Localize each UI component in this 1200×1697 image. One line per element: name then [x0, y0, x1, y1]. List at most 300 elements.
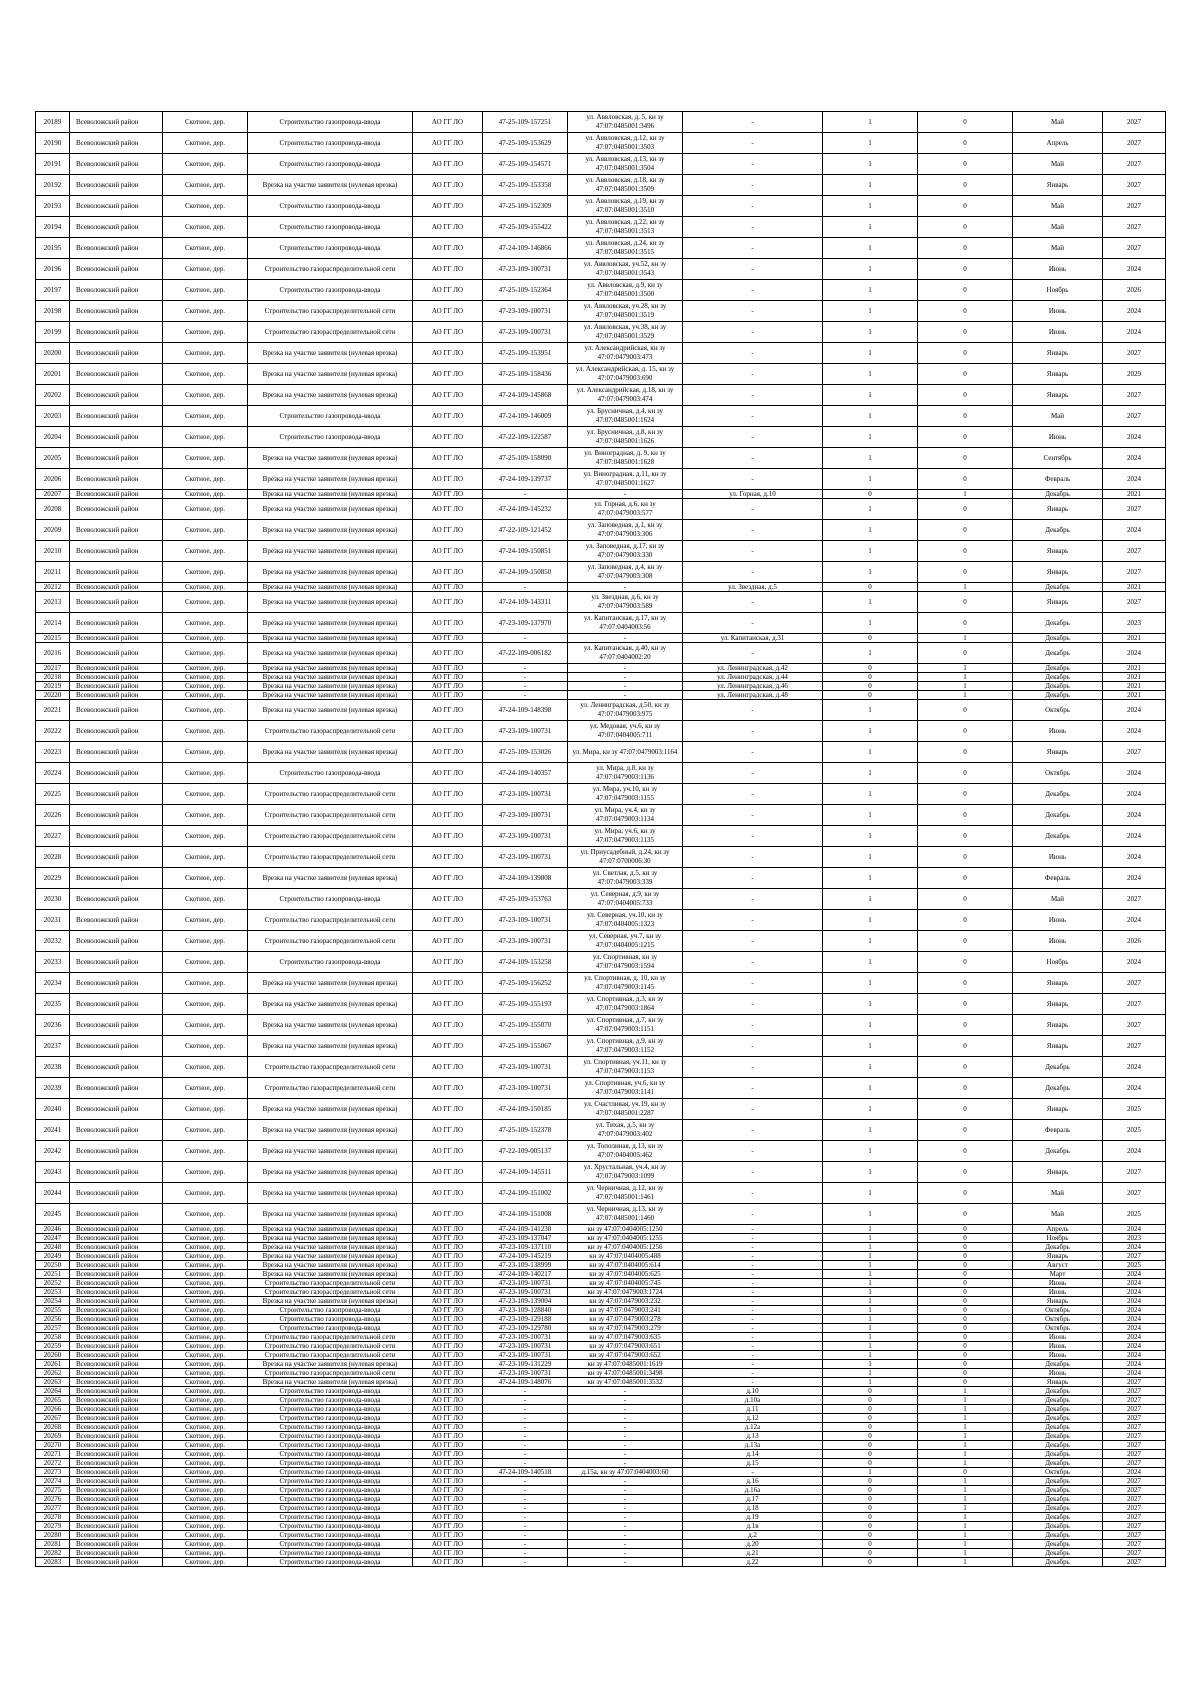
table-row: [36, 520, 1166, 541]
work-type-cell: Врезка на участке заявителя (нулевая врезка): [248, 364, 413, 385]
settlement-cell: Скотное, дер.: [163, 1333, 248, 1342]
count-b-cell: 0: [918, 826, 1013, 847]
month-cell: Январь: [1013, 562, 1103, 583]
count-a-cell: 0: [823, 1549, 918, 1558]
cadastral-address-cell: -: [568, 1531, 683, 1540]
work-type-cell: Врезка на участке заявителя (нулевая врезка): [248, 613, 413, 634]
district-cell: Всеволожский район: [70, 826, 163, 847]
row-number-cell: 20218: [36, 673, 70, 682]
cadastral-address-cell: ул. Александрийская, д. 15, кн зу 47:07:0479003:690: [568, 364, 683, 385]
row-number-cell: 20237: [36, 1036, 70, 1057]
count-a-cell: 1: [823, 994, 918, 1015]
row-number-cell: 20226: [36, 805, 70, 826]
count-b-cell: 0: [918, 1378, 1013, 1387]
cadastral-address-cell: ул. Мира, уч.4, кн зу 47:07:0479003:1134: [568, 805, 683, 826]
organization-cell: АО ГГ ЛО: [413, 1414, 483, 1423]
month-cell: Декабрь: [1013, 490, 1103, 499]
month-cell: Декабрь: [1013, 1396, 1103, 1405]
cadastral-address-cell: кн зу 47:07:0485001:3498: [568, 1369, 683, 1378]
organization-cell: АО ГГ ЛО: [413, 1378, 483, 1387]
work-type-cell: Строительство газопровода-ввода: [248, 406, 413, 427]
count-b-cell: 0: [918, 1057, 1013, 1078]
cadastral-address-cell: ул. Виноградная, д.11, кн зу 47:07:0485001:1627: [568, 469, 683, 490]
district-cell: Всеволожский район: [70, 952, 163, 973]
address-cell: -: [683, 1333, 823, 1342]
organization-cell: АО ГГ ЛО: [413, 427, 483, 448]
count-b-cell: 0: [918, 562, 1013, 583]
year-cell: 2021: [1103, 583, 1166, 592]
organization-cell: АО ГГ ЛО: [413, 1450, 483, 1459]
table-row: [36, 1279, 1166, 1288]
district-cell: Всеволожский район: [70, 592, 163, 613]
application-number-cell: 47-23-109-100731: [483, 1279, 568, 1288]
month-cell: Июнь: [1013, 847, 1103, 868]
cadastral-address-cell: -: [568, 1450, 683, 1459]
count-b-cell: 1: [918, 1531, 1013, 1540]
count-a-cell: 0: [823, 1405, 918, 1414]
year-cell: 2024: [1103, 1369, 1166, 1378]
month-cell: Март: [1013, 1270, 1103, 1279]
address-cell: -: [683, 889, 823, 910]
table-row: [36, 1057, 1166, 1078]
organization-cell: АО ГГ ЛО: [413, 868, 483, 889]
month-cell: Май: [1013, 406, 1103, 427]
count-a-cell: 1: [823, 322, 918, 343]
application-number-cell: 47-24-109-139737: [483, 469, 568, 490]
table-row: [36, 682, 1166, 691]
count-a-cell: 0: [823, 1522, 918, 1531]
settlement-cell: Скотное, дер.: [163, 763, 248, 784]
count-a-cell: 1: [823, 1243, 918, 1252]
count-a-cell: 1: [823, 1078, 918, 1099]
work-type-cell: Строительство газопровода-ввода: [248, 1441, 413, 1450]
year-cell: 2024: [1103, 826, 1166, 847]
count-a-cell: 1: [823, 175, 918, 196]
organization-cell: АО ГГ ЛО: [413, 673, 483, 682]
table-row: [36, 343, 1166, 364]
settlement-cell: Скотное, дер.: [163, 889, 248, 910]
organization-cell: АО ГГ ЛО: [413, 1183, 483, 1204]
cadastral-address-cell: -: [568, 664, 683, 673]
settlement-cell: Скотное, дер.: [163, 1342, 248, 1351]
organization-cell: АО ГГ ЛО: [413, 613, 483, 634]
district-cell: Всеволожский район: [70, 175, 163, 196]
count-a-cell: 1: [823, 1306, 918, 1315]
month-cell: Декабрь: [1013, 691, 1103, 700]
month-cell: Декабрь: [1013, 1486, 1103, 1495]
row-number-cell: 20258: [36, 1333, 70, 1342]
work-type-cell: Врезка на участке заявителя (нулевая врезка): [248, 583, 413, 592]
month-cell: Февраль: [1013, 469, 1103, 490]
organization-cell: АО ГГ ЛО: [413, 301, 483, 322]
table-row: [36, 1183, 1166, 1204]
address-cell: -: [683, 1468, 823, 1477]
cadastral-address-cell: -: [568, 1513, 683, 1522]
work-type-cell: Строительство газораспределительной сети: [248, 1057, 413, 1078]
cadastral-address-cell: -: [568, 1387, 683, 1396]
year-cell: 2027: [1103, 1414, 1166, 1423]
cadastral-address-cell: кн зу 47:07:0404005:745: [568, 1279, 683, 1288]
month-cell: Апрель: [1013, 133, 1103, 154]
district-cell: Всеволожский район: [70, 1378, 163, 1387]
month-cell: Июнь: [1013, 1351, 1103, 1360]
organization-cell: АО ГГ ЛО: [413, 1057, 483, 1078]
table-row: [36, 1243, 1166, 1252]
cadastral-address-cell: кн зу 47:07:0479003:278: [568, 1315, 683, 1324]
row-number-cell: 20219: [36, 682, 70, 691]
table-row: [36, 1522, 1166, 1531]
table-row: [36, 1369, 1166, 1378]
row-number-cell: 20266: [36, 1405, 70, 1414]
application-number-cell: -: [483, 1549, 568, 1558]
organization-cell: АО ГГ ЛО: [413, 583, 483, 592]
table-row: [36, 1387, 1166, 1396]
address-cell: -: [683, 1234, 823, 1243]
district-cell: Всеволожский район: [70, 154, 163, 175]
address-cell: -: [683, 1057, 823, 1078]
count-a-cell: 0: [823, 1504, 918, 1513]
row-number-cell: 20278: [36, 1513, 70, 1522]
settlement-cell: Скотное, дер.: [163, 1036, 248, 1057]
year-cell: 2027: [1103, 1432, 1166, 1441]
year-cell: 2027: [1103, 1522, 1166, 1531]
district-cell: Всеволожский район: [70, 673, 163, 682]
organization-cell: АО ГГ ЛО: [413, 154, 483, 175]
organization-cell: АО ГГ ЛО: [413, 763, 483, 784]
application-number-cell: -: [483, 1423, 568, 1432]
count-b-cell: 1: [918, 691, 1013, 700]
month-cell: Декабрь: [1013, 784, 1103, 805]
year-cell: 2027: [1103, 1459, 1166, 1468]
row-number-cell: 20217: [36, 664, 70, 673]
count-a-cell: 0: [823, 1486, 918, 1495]
row-number-cell: 20205: [36, 448, 70, 469]
count-b-cell: 1: [918, 1423, 1013, 1432]
cadastral-address-cell: ул. Аввловская, уч.38, кн зу 47:07:0485001:3529: [568, 322, 683, 343]
count-b-cell: 0: [918, 1162, 1013, 1183]
cadastral-address-cell: кн зу 47:07:0485001:1619: [568, 1360, 683, 1369]
application-number-cell: -: [483, 1495, 568, 1504]
cadastral-address-cell: ул. Черничная, д.12, кн зу 47:07:0485001:1461: [568, 1183, 683, 1204]
district-cell: Всеволожский район: [70, 562, 163, 583]
address-cell: -: [683, 427, 823, 448]
month-cell: Декабрь: [1013, 1531, 1103, 1540]
application-number-cell: 47-24-109-140217: [483, 1270, 568, 1279]
count-b-cell: 0: [918, 1342, 1013, 1351]
organization-cell: АО ГГ ЛО: [413, 1270, 483, 1279]
work-type-cell: Строительство газопровода-ввода: [248, 1513, 413, 1522]
organization-cell: АО ГГ ЛО: [413, 973, 483, 994]
work-type-cell: Врезка на участке заявителя (нулевая врезка): [248, 520, 413, 541]
count-a-cell: 1: [823, 1279, 918, 1288]
application-number-cell: -: [483, 490, 568, 499]
month-cell: Май: [1013, 889, 1103, 910]
month-cell: Январь: [1013, 1099, 1103, 1120]
row-number-cell: 20195: [36, 238, 70, 259]
cadastral-address-cell: ул. Аввловская, уч.52, кн зу 47:07:0485001:3543: [568, 259, 683, 280]
settlement-cell: Скотное, дер.: [163, 448, 248, 469]
cadastral-address-cell: ул. Аввловская, д. 5, кн зу 47:07:0485001:3496: [568, 112, 683, 133]
work-type-cell: Строительство газопровода-ввода: [248, 1504, 413, 1513]
address-cell: -: [683, 238, 823, 259]
row-number-cell: 20265: [36, 1396, 70, 1405]
address-cell: д.16: [683, 1477, 823, 1486]
row-number-cell: 20190: [36, 133, 70, 154]
row-number-cell: 20214: [36, 613, 70, 634]
count-b-cell: 1: [918, 1441, 1013, 1450]
row-number-cell: 20206: [36, 469, 70, 490]
work-type-cell: Врезка на участке заявителя (нулевая врезка): [248, 643, 413, 664]
settlement-cell: Скотное, дер.: [163, 643, 248, 664]
count-a-cell: 1: [823, 643, 918, 664]
count-b-cell: 1: [918, 1495, 1013, 1504]
year-cell: 2024: [1103, 301, 1166, 322]
cadastral-address-cell: кн зу 47:07:0404005:614: [568, 1261, 683, 1270]
address-cell: -: [683, 1315, 823, 1324]
month-cell: Январь: [1013, 1036, 1103, 1057]
address-cell: д.11: [683, 1405, 823, 1414]
organization-cell: АО ГГ ЛО: [413, 1297, 483, 1306]
year-cell: 2021: [1103, 682, 1166, 691]
year-cell: 2024: [1103, 700, 1166, 721]
organization-cell: АО ГГ ЛО: [413, 1333, 483, 1342]
organization-cell: АО ГГ ЛО: [413, 682, 483, 691]
count-a-cell: 1: [823, 1369, 918, 1378]
year-cell: 2027: [1103, 1162, 1166, 1183]
organization-cell: АО ГГ ЛО: [413, 1396, 483, 1405]
application-number-cell: 47-24-109-151002: [483, 1183, 568, 1204]
year-cell: 2027: [1103, 994, 1166, 1015]
settlement-cell: Скотное, дер.: [163, 175, 248, 196]
address-cell: -: [683, 973, 823, 994]
organization-cell: АО ГГ ЛО: [413, 1495, 483, 1504]
settlement-cell: Скотное, дер.: [163, 1378, 248, 1387]
application-number-cell: 47-23-109-100731: [483, 784, 568, 805]
row-number-cell: 20215: [36, 634, 70, 643]
count-a-cell: 0: [823, 1423, 918, 1432]
month-cell: Декабрь: [1013, 1141, 1103, 1162]
application-number-cell: 47-22-109-005137: [483, 1141, 568, 1162]
month-cell: Сентябрь: [1013, 448, 1103, 469]
month-cell: Февраль: [1013, 868, 1103, 889]
address-cell: -: [683, 784, 823, 805]
month-cell: Январь: [1013, 343, 1103, 364]
year-cell: 2027: [1103, 1486, 1166, 1495]
organization-cell: АО ГГ ЛО: [413, 448, 483, 469]
cadastral-address-cell: кн зу 47:07:0479003:652: [568, 1351, 683, 1360]
count-b-cell: 0: [918, 499, 1013, 520]
table-row: [36, 592, 1166, 613]
cadastral-address-cell: ул. Северная, д.9, кн зу 47:07:0404005:733: [568, 889, 683, 910]
table-row: [36, 1297, 1166, 1306]
settlement-cell: Скотное, дер.: [163, 1015, 248, 1036]
table-row: [36, 175, 1166, 196]
organization-cell: АО ГГ ЛО: [413, 196, 483, 217]
table-row: [36, 301, 1166, 322]
work-type-cell: Врезка на участке заявителя (нулевая врезка): [248, 634, 413, 643]
application-number-cell: 47-23-109-100731: [483, 910, 568, 931]
row-number-cell: 20270: [36, 1441, 70, 1450]
count-b-cell: 0: [918, 721, 1013, 742]
count-a-cell: 1: [823, 238, 918, 259]
count-b-cell: 1: [918, 682, 1013, 691]
district-cell: Всеволожский район: [70, 301, 163, 322]
row-number-cell: 20257: [36, 1324, 70, 1333]
cadastral-address-cell: ул. Приусадебный, д.24, кн зу 47:07:0700006:30: [568, 847, 683, 868]
count-a-cell: 1: [823, 721, 918, 742]
work-type-cell: Строительство газопровода-ввода: [248, 1477, 413, 1486]
district-cell: Всеволожский район: [70, 868, 163, 889]
cadastral-address-cell: ул. Аввловская, уч.28, кн зу 47:07:0485001:3519: [568, 301, 683, 322]
application-number-cell: 47-22-109-122587: [483, 427, 568, 448]
month-cell: Май: [1013, 1204, 1103, 1225]
month-cell: Январь: [1013, 1015, 1103, 1036]
month-cell: Январь: [1013, 1162, 1103, 1183]
work-type-cell: Строительство газопровода-ввода: [248, 133, 413, 154]
application-number-cell: -: [483, 1387, 568, 1396]
count-a-cell: 1: [823, 973, 918, 994]
count-a-cell: 0: [823, 634, 918, 643]
table-row: [36, 910, 1166, 931]
address-cell: -: [683, 1288, 823, 1297]
district-cell: Всеволожский район: [70, 763, 163, 784]
month-cell: Декабрь: [1013, 1414, 1103, 1423]
year-cell: 2027: [1103, 1513, 1166, 1522]
count-a-cell: 1: [823, 847, 918, 868]
year-cell: 2024: [1103, 1057, 1166, 1078]
settlement-cell: Скотное, дер.: [163, 301, 248, 322]
month-cell: Июнь: [1013, 427, 1103, 448]
count-a-cell: 1: [823, 499, 918, 520]
address-cell: д.17: [683, 1495, 823, 1504]
month-cell: Январь: [1013, 385, 1103, 406]
organization-cell: АО ГГ ЛО: [413, 1468, 483, 1477]
district-cell: Всеволожский район: [70, 469, 163, 490]
year-cell: 2027: [1103, 406, 1166, 427]
count-b-cell: 0: [918, 847, 1013, 868]
year-cell: 2025: [1103, 1120, 1166, 1141]
cadastral-address-cell: ул. Аввловская, д.9, кн зу 47:07:0485001:3500: [568, 280, 683, 301]
address-cell: -: [683, 1297, 823, 1306]
application-number-cell: -: [483, 583, 568, 592]
count-b-cell: 0: [918, 154, 1013, 175]
month-cell: Май: [1013, 154, 1103, 175]
row-number-cell: 20271: [36, 1450, 70, 1459]
month-cell: Декабрь: [1013, 1450, 1103, 1459]
address-cell: -: [683, 1378, 823, 1387]
settlement-cell: Скотное, дер.: [163, 133, 248, 154]
address-cell: -: [683, 931, 823, 952]
work-type-cell: Врезка на участке заявителя (нулевая врезка): [248, 1270, 413, 1279]
count-a-cell: 1: [823, 1261, 918, 1270]
month-cell: Январь: [1013, 994, 1103, 1015]
month-cell: Июнь: [1013, 1369, 1103, 1378]
table-row: [36, 634, 1166, 643]
address-cell: -: [683, 1078, 823, 1099]
application-number-cell: 47-23-109-100731: [483, 1351, 568, 1360]
count-a-cell: 1: [823, 196, 918, 217]
table-row: [36, 1099, 1166, 1120]
address-cell: д.14: [683, 1450, 823, 1459]
row-number-cell: 20272: [36, 1459, 70, 1468]
address-cell: -: [683, 1120, 823, 1141]
organization-cell: АО ГГ ЛО: [413, 1036, 483, 1057]
count-b-cell: 0: [918, 133, 1013, 154]
settlement-cell: Скотное, дер.: [163, 664, 248, 673]
address-cell: д.10: [683, 1387, 823, 1396]
month-cell: Декабрь: [1013, 1504, 1103, 1513]
month-cell: Июнь: [1013, 322, 1103, 343]
settlement-cell: Скотное, дер.: [163, 1522, 248, 1531]
cadastral-address-cell: ул. Аввловская, д.24, кн зу 47:07:0485001:3515: [568, 238, 683, 259]
cadastral-address-cell: -: [568, 1414, 683, 1423]
count-a-cell: 1: [823, 448, 918, 469]
table-row: [36, 1036, 1166, 1057]
row-number-cell: 20229: [36, 868, 70, 889]
cadastral-address-cell: ул. Александрийская, д.18, кн зу 47:07:0479003:474: [568, 385, 683, 406]
cadastral-address-cell: ул. Счастливая, уч.19, кн зу 47:07:0485001:2287: [568, 1099, 683, 1120]
settlement-cell: Скотное, дер.: [163, 742, 248, 763]
address-cell: -: [683, 385, 823, 406]
table-row: [36, 448, 1166, 469]
table-row: [36, 1315, 1166, 1324]
work-type-cell: Врезка на участке заявителя (нулевая врезка): [248, 562, 413, 583]
cadastral-address-cell: кн зу 47:07:0404005:488: [568, 1252, 683, 1261]
count-a-cell: 1: [823, 1099, 918, 1120]
count-a-cell: 1: [823, 700, 918, 721]
month-cell: Октябрь: [1013, 700, 1103, 721]
district-cell: Всеволожский район: [70, 1306, 163, 1315]
settlement-cell: Скотное, дер.: [163, 1261, 248, 1270]
month-cell: Декабрь: [1013, 1513, 1103, 1522]
count-b-cell: 0: [918, 259, 1013, 280]
address-cell: -: [683, 847, 823, 868]
address-cell: -: [683, 133, 823, 154]
table-row: [36, 280, 1166, 301]
month-cell: Декабрь: [1013, 805, 1103, 826]
application-number-cell: 47-23-109-100731: [483, 931, 568, 952]
count-a-cell: 1: [823, 1351, 918, 1360]
address-cell: д.19: [683, 1513, 823, 1522]
application-number-cell: 47-23-109-129780: [483, 1324, 568, 1333]
row-number-cell: 20225: [36, 784, 70, 805]
month-cell: Декабрь: [1013, 613, 1103, 634]
table-row: [36, 322, 1166, 343]
district-cell: Всеволожский район: [70, 1477, 163, 1486]
year-cell: 2026: [1103, 931, 1166, 952]
application-number-cell: 47-24-109-150850: [483, 562, 568, 583]
count-b-cell: 0: [918, 1078, 1013, 1099]
organization-cell: АО ГГ ЛО: [413, 592, 483, 613]
application-number-cell: 47-25-109-155070: [483, 1015, 568, 1036]
count-b-cell: 1: [918, 1549, 1013, 1558]
work-type-cell: Врезка на участке заявителя (нулевая врезка): [248, 1141, 413, 1162]
count-a-cell: 1: [823, 1342, 918, 1351]
settlement-cell: Скотное, дер.: [163, 1270, 248, 1279]
organization-cell: АО ГГ ЛО: [413, 1342, 483, 1351]
year-cell: 2024: [1103, 1324, 1166, 1333]
month-cell: Июнь: [1013, 1288, 1103, 1297]
count-b-cell: 0: [918, 643, 1013, 664]
count-a-cell: 1: [823, 280, 918, 301]
count-b-cell: 0: [918, 1234, 1013, 1243]
count-b-cell: 0: [918, 238, 1013, 259]
table-row: [36, 1396, 1166, 1405]
work-type-cell: Врезка на участке заявителя (нулевая врезка): [248, 1204, 413, 1225]
month-cell: Декабрь: [1013, 634, 1103, 643]
district-cell: Всеволожский район: [70, 910, 163, 931]
table-row: [36, 1162, 1166, 1183]
